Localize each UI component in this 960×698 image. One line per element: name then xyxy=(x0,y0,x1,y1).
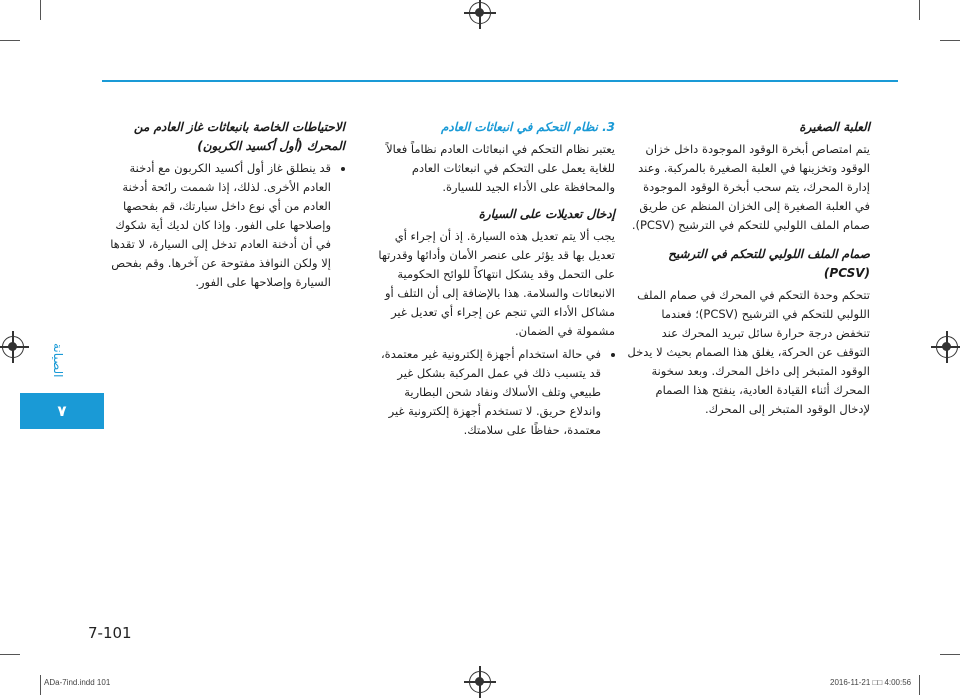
heading-modifications: إدخال تعديلات على السيارة xyxy=(478,207,615,221)
paragraph: يعتبر نظام التحكم في انبعاثات العادم نظاماً فعالاً للغاية يعمل على التحكم في انبعاثات العادم والمحافظة على الأداء الجيد للسيارة. xyxy=(386,142,615,194)
registration-mark-icon xyxy=(469,671,491,693)
crop-mark xyxy=(0,654,20,655)
heading-co-precautions: الاحتياطات الخاصة بانبعاثات غاز العادم من المحرك (أول أكسيد الكربون) xyxy=(133,120,345,153)
page-number: 7-101 xyxy=(88,624,132,642)
registration-mark-icon xyxy=(2,336,24,358)
column-right xyxy=(625,118,870,423)
chapter-tab: ٧ xyxy=(20,393,104,429)
registration-mark-icon xyxy=(469,2,491,24)
paragraph: يجب ألا يتم تعديل هذه السيارة. إذ أن إجراء أي تعديل بها قد يؤثر على عنصر الأمان وأدائها وقدرتها على التحمل وقد يشكل انتهاكاً للوائح الحكومية الانبعاثات والسلامة. هذا بالإضافة إلى أن التلف أو مشاكل الأداء التي تنجم عن إجراء أي تعديل غير مشمولة في الضمان. xyxy=(378,229,615,338)
crop-mark xyxy=(940,40,960,41)
crop-mark xyxy=(40,675,41,695)
crop-mark xyxy=(919,0,920,20)
heading-canister: العلبة الصغيرة xyxy=(799,120,870,134)
list-item: • قد ينطلق غاز أول أكسيد الكربون مع أدخنة العادم الأخرى. لذلك، إذا شممت رائحة أدخنة العادم من أي نوع داخل سيارتك، قم بفحصها وإصلاحها على الفور. وإذا كان لديك أية شكوك في أن أدخنة العادم تدخل إلى السيارة، لا تقدها إلا ولكن النوافذ مفتوحة عن آخرها. وقم بفحص السيارة وإصلاحها على الفور. xyxy=(105,159,331,292)
paragraph: تتحكم وحدة التحكم في المحرك في صمام الملف اللولبي للتحكم في الترشيح (PCSV)؛ فعندما تنخفض درجة حرارة سائل تبريد المحرك عند التوقف عن الحركة، يغلق هذا الصمام بحيث لا يدخل الوقود المتبخر إلى داخل المحرك. وبعد سخونة المحرك أثناء القيادة العادية، ينفتح هذا الصمام لإدخال الوقود المتبخر إلى المحرك. xyxy=(627,288,870,416)
paragraph: يتم امتصاص أبخرة الوقود الموجودة داخل خزان الوقود وتخزينها في العلبة الصغيرة بالمركبة. وعند إدارة المحرك، يتم سحب أبخرة الوقود الموجودة في العلبة الصغيرة إلى الخزان المنظم عن طريق صمام الملف اللولبي للتحكم في الترشيح (PCSV). xyxy=(631,142,870,232)
column-left xyxy=(105,118,345,295)
crop-mark xyxy=(940,654,960,655)
bullet-list xyxy=(370,345,615,440)
crop-mark xyxy=(40,0,41,20)
column-middle xyxy=(370,118,615,443)
registration-mark-icon xyxy=(936,336,958,358)
bullet-list xyxy=(105,159,345,292)
chapter-side-label: الصيانة xyxy=(51,342,65,378)
crop-mark xyxy=(0,40,20,41)
footer-timestamp: 2016-11-21 □□ 4:00:56 xyxy=(830,678,912,687)
footer-file: ADa-7ind.indd 101 xyxy=(44,678,111,687)
crop-mark xyxy=(919,675,920,695)
heading-emission-control: 3. نظام التحكم في انبعاثات العادم xyxy=(440,120,615,134)
header-rule xyxy=(102,80,898,82)
heading-pcsv: صمام الملف اللولبي للتحكم في الترشيح (PCSV) xyxy=(668,247,870,280)
list-item: • في حالة استخدام أجهزة إلكترونية غير معتمدة، قد يتسبب ذلك في عمل المركبة بشكل غير طبيعي وتلف الأسلاك ونفاد شحن البطارية واندلاع حريق. لا تستخدم أجهزة إلكترونية غير معتمدة، حفاظًا على سلامتك. xyxy=(370,345,601,440)
